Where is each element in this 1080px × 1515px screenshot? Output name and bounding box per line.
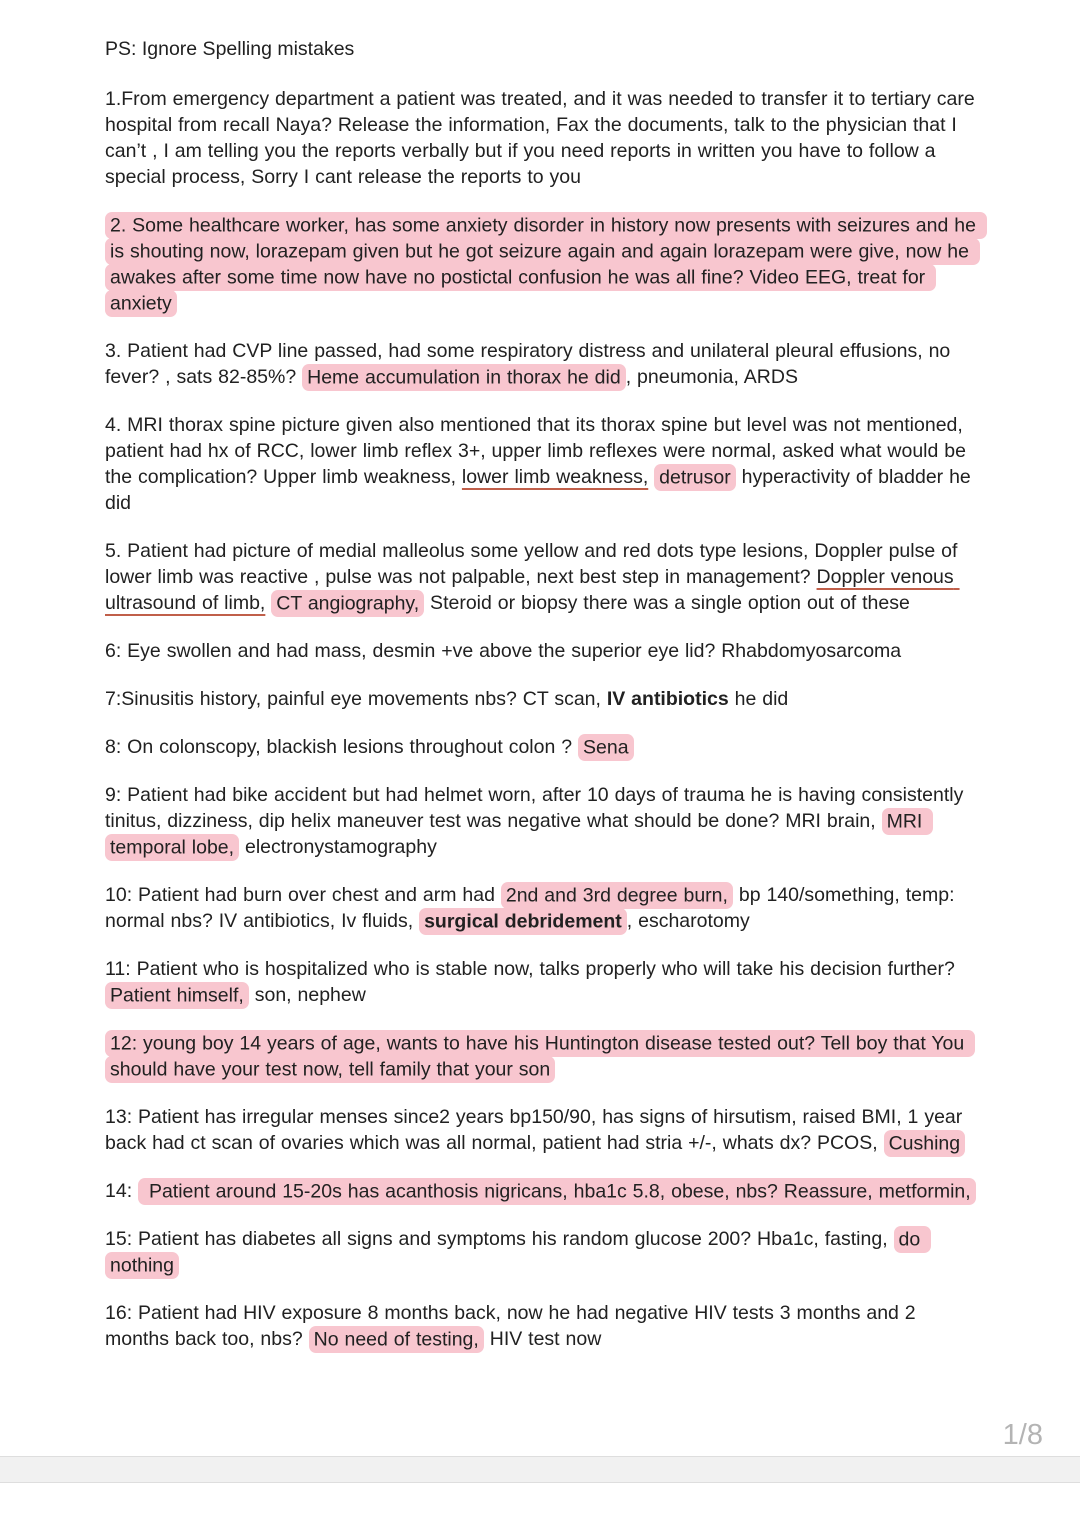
highlighted-text: surgical debridement [419,908,627,935]
question-item-6 [105,638,983,664]
question-item-8 [105,734,983,760]
text-segment: 7:Sinusitis history, painful eye movements nbs? CT scan, [105,688,607,710]
question-item-13 [105,1104,983,1156]
text-segment: 8: On colonscopy, blackish lesions throughout colon ? [105,736,578,758]
question-item-12 [105,1030,983,1082]
question-item-11 [105,956,983,1008]
highlighted-text: do nothing [105,1226,931,1279]
highlighted-text: MRI temporal lobe, [105,808,933,861]
page-indicator: 1/8 [1002,1419,1043,1451]
question-item-7 [105,686,983,712]
question-item-15 [105,1226,983,1278]
highlighted-text: Cushing [884,1130,966,1157]
text-segment: hyperactivity of bladder he did [105,466,977,514]
text-segment: 13: Patient has irregular menses since2 years bp150/90, has signs of hirsutism, raised BMI, 1 year back had ct scan of ovaries which was all normal, patient had stria +/-, whats dx? PCOS, [105,1106,969,1154]
text-segment: , escharotomy [626,910,750,932]
text-segment: bp 140/something, temp: normal nbs? IV antibiotics, Iv fluids, [105,884,961,932]
question-item-1 [105,86,983,190]
text-segment: 1.From emergency department a patient was treated, and it was needed to transfer it to tertiary care hospital from recall Naya? Release the information, Fax the documents, talk to the physician that I can’t , I am telling you the reports verbally but if you need reports in written you have to follow a special process, Sorry I cant release the reports to you [105,88,981,188]
page-separator-band [0,1456,1080,1483]
text-segment: 4. MRI thorax spine picture given also mentioned that its thorax spine but level was not mentioned, patient had hx of RCC, lower limb reflex 3+, upper limb reflexes were normal, asked what would be the complication? Upper limb weakness, [105,414,972,488]
highlighted-text: detrusor [654,464,736,491]
underlined-text: lower limb weakness, [461,466,649,488]
highlighted-text: Heme accumulation in thorax he did [302,364,626,391]
text-segment: electronystamography [239,836,437,858]
text-segment: 14: [105,1180,139,1202]
question-item-2 [105,212,983,316]
question-item-4 [105,412,983,516]
text-segment: he did [728,688,789,710]
question-item-9 [105,782,983,860]
question-item-5 [105,538,983,616]
document-content [105,36,983,1374]
text-segment: Steroid or biopsy there was a single option out of these [424,592,910,614]
text-segment: 6: Eye swollen and had mass, desmin +ve above the superior eye lid? Rhabdomyosarcoma [105,640,902,662]
text-segment: 9: Patient had bike accident but had helmet worn, after 10 days of trauma he is having consistently tinitus, dizziness, dip helix maneuver test was negative what should be done? MRI brain, [105,784,970,832]
text-segment: 3. Patient had CVP line passed, had some respiratory distress and unilateral pleural effusions, no fever? , sats 82-85%? [105,340,957,388]
highlighted-text: No need of testing, [309,1326,484,1353]
text-segment: 15: Patient has diabetes all signs and symptoms his random glucose 200? Hba1c, fasting, [105,1228,894,1250]
text-segment: son, nephew [248,984,366,1006]
question-item-16 [105,1300,983,1352]
text-segment: 11: Patient who is hospitalized who is stable now, talks properly who will take his decision further? [105,958,961,980]
question-item-10 [105,882,983,934]
bold-text: IV antibiotics [606,688,729,710]
highlighted-text: Patient himself, [105,982,249,1009]
highlighted-text: Sena [578,734,634,761]
text-segment: 10: Patient had burn over chest and arm had [105,884,501,906]
text-segment: HIV test now [483,1328,602,1350]
text-segment: 5. Patient had picture of medial malleolus some yellow and red dots type lesions, Doppler pulse of lower limb was reactive , pulse was not palpable, next best step in management? [105,540,964,588]
ps-note: PS: Ignore Spelling mistakes [105,38,355,60]
highlighted-text: Patient around 15-20s has acanthosis nigricans, hba1c 5.8, obese, nbs? Reassure, metformin, [138,1178,976,1205]
highlighted-text: 12: young boy 14 years of age, wants to have his Huntington disease tested out? Tell boy that You should have your test now, tell family that your son [105,1030,975,1083]
question-item-14 [105,1178,983,1204]
highlighted-text: CT angiography, [271,590,424,617]
question-list [105,86,983,1352]
highlighted-text: 2nd and 3rd degree burn, [501,882,733,909]
question-item-3 [105,338,983,390]
highlighted-text: 2. Some healthcare worker, has some anxiety disorder in history now presents with seizures and he is shouting now, lorazepam given but he got seizure again and again lorazepam were give, now he awakes after some time now have no postictal confusion he was all fine? Video EEG, treat for anxiety [105,212,987,317]
underlined-text: Doppler venous ultrasound of limb, [105,566,960,614]
text-segment: , pneumonia, ARDS [625,366,798,388]
text-segment: 16: Patient had HIV exposure 8 months back, now he had negative HIV tests 3 months and 2 months back too, nbs? [105,1302,922,1350]
